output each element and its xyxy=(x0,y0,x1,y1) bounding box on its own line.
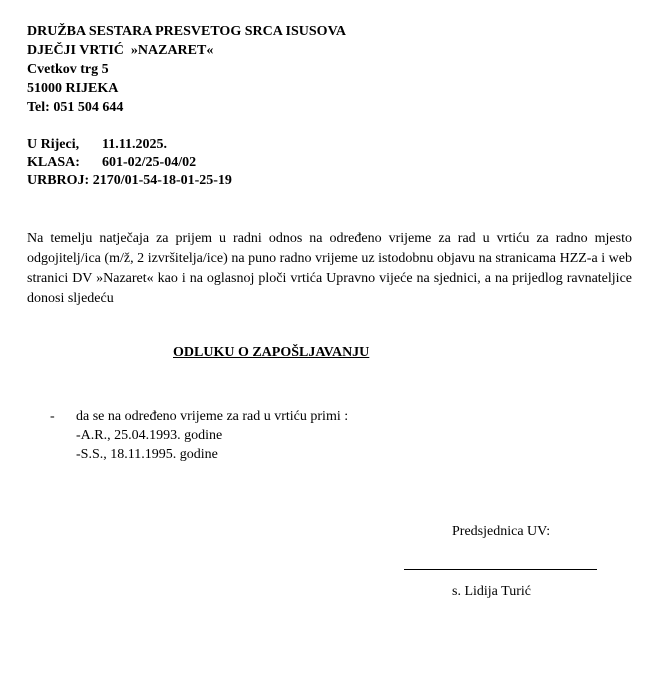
kindergarten-name: DJEČJI VRTIĆ »NAZARET« xyxy=(27,43,214,58)
klasa-value: 601-02/25-04/02 xyxy=(102,155,197,170)
date-label: U Rijeci, xyxy=(27,137,80,152)
phone-number: Tel: 051 504 644 xyxy=(27,100,124,115)
organization-name: DRUŽBA SESTARA PRESVETOG SRCA ISUSOVA xyxy=(27,24,346,39)
klasa-row xyxy=(27,154,232,172)
address-city: 51000 RIJEKA xyxy=(27,81,119,96)
date-row xyxy=(27,136,232,154)
decision-text: da se na određeno vrijeme za rad u vrtiću primi : xyxy=(76,409,349,424)
urbroj-value: 2170/01-54-18-01-25-19 xyxy=(92,173,232,188)
decision-list xyxy=(50,407,348,464)
intro-paragraph: Na temelju natječaja za prijem u radni odnos na određeno vrijeme za rad u vrtiću za radno mjesto odgojitelj/ica (m/ž, 2 izvršitelja/ice) na puno radno vrijeme uz istodobnu objavu na stranicama HZZ-a i web stranici DV »Nazaret« kao i na oglasnoj ploči vrtića Upravno vijeće na sjednici, a na prijedlog ravnateljice donosi sljedeću xyxy=(27,231,632,306)
document-title: ODLUKU O ZAPOŠLJAVANJU xyxy=(173,345,370,360)
signature-title: Predsjednica UV: xyxy=(452,524,551,539)
date-value: 11.11.2025. xyxy=(102,137,167,152)
list-item: -S.S., 18.11.1995. godine xyxy=(76,447,218,462)
urbroj-row xyxy=(27,172,232,190)
address-street: Cvetkov trg 5 xyxy=(27,62,109,77)
decision-body xyxy=(76,407,348,464)
signature-line xyxy=(404,569,597,570)
urbroj-label: URBROJ: xyxy=(27,173,90,188)
klasa-label: KLASA: xyxy=(27,155,80,170)
list-item: -A.R., 25.04.1993. godine xyxy=(76,428,223,443)
list-dash: - xyxy=(50,409,55,424)
document-meta xyxy=(27,136,232,190)
letterhead xyxy=(27,22,346,117)
signature-name: s. Lidija Turić xyxy=(452,584,531,599)
